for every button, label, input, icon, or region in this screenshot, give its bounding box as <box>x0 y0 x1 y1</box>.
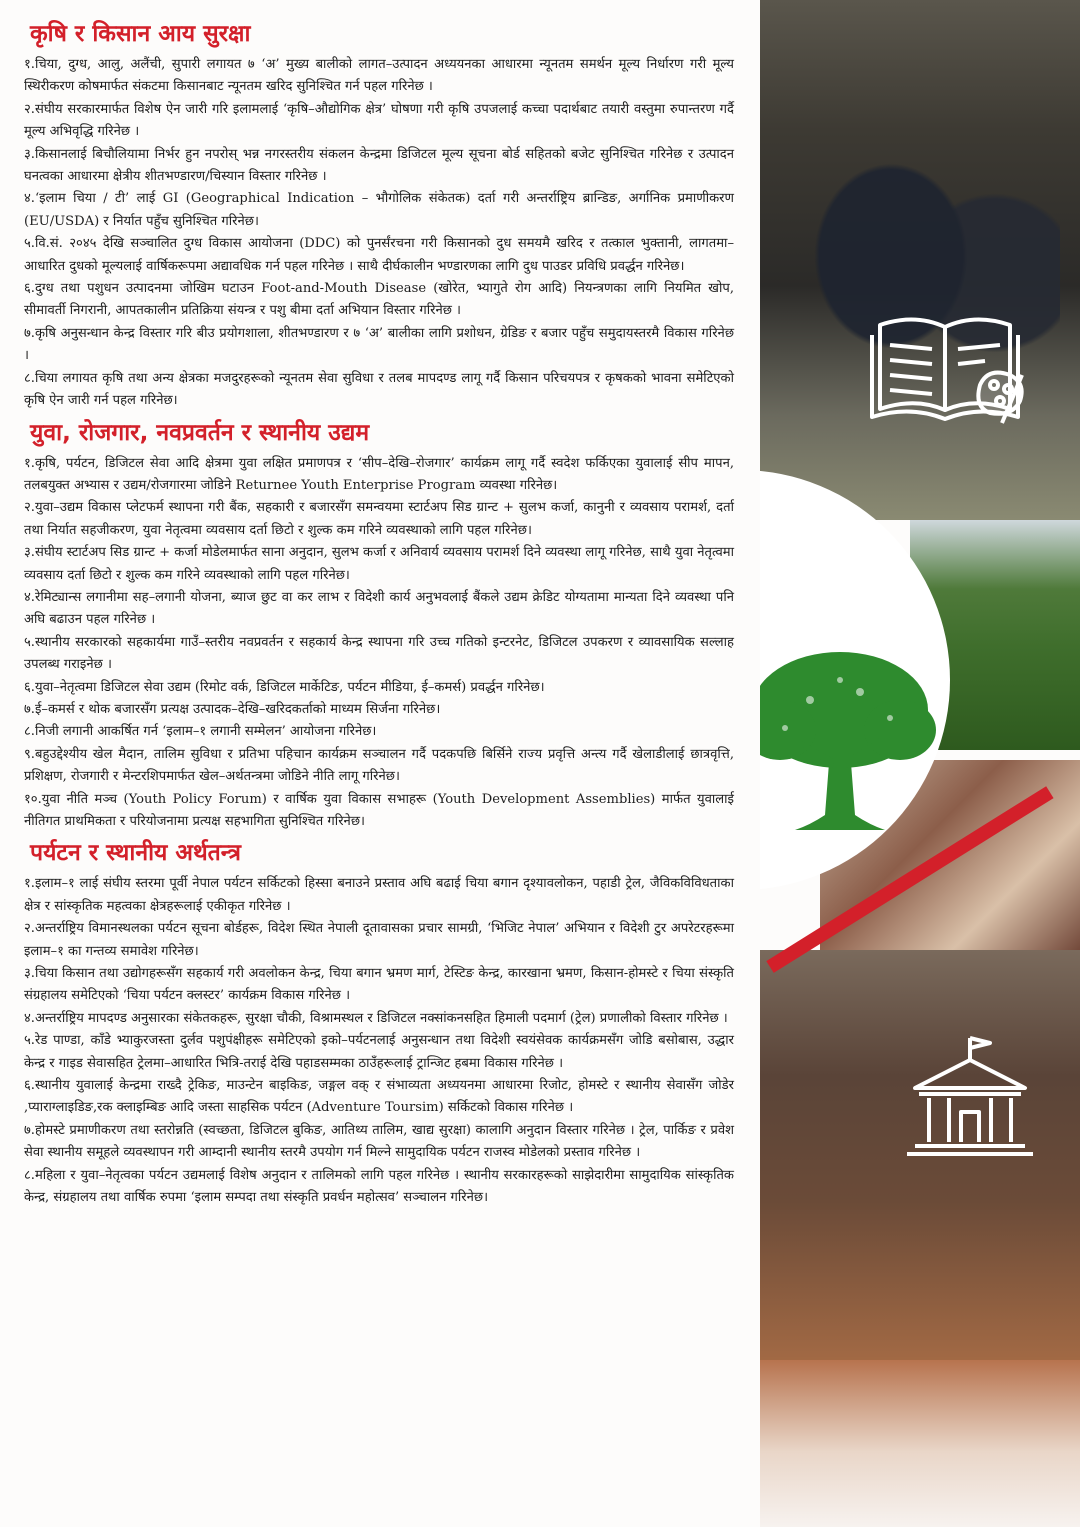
list-item: १.चिया, दुग्ध, आलु, अलैंची, सुपारी लगायत ७ ‘अ’ मुख्य बालीको लागत–उत्पादन अध्ययनका आधारमा न्यूनतम समर्थन मूल्य निर्धारण गरी मूल्य स्थिरीकरण कोषमार्फत संकटमा किसानबाट न्यूनतम खरिद सुनिश्चित गर्न पहल गरिनेछ । <box>24 57 734 95</box>
list-item: ६.युवा–नेतृत्वमा डिजिटल सेवा उद्यम (रिमोट वर्क, डिजिटल मार्केटिङ, पर्यटन मीडिया, ई–कमर्स) प्रवर्द्धन गरिनेछ। <box>24 679 545 695</box>
section-title: युवा, रोजगार, नवप्रवर्तन र स्थानीय उद्यम <box>30 419 370 446</box>
tree-icon <box>760 640 940 840</box>
list-item: ४.रेमिट्यान्स लगानीमा सह–लगानी योजना, ब्याज छुट वा कर लाभ र विदेशी कार्य अनुभवलाई बैंकले उद्यम क्रेडिट योग्यतामा मान्यता दिने व्यवस्था पनि अघि बढाउन पहल गरिनेछ । <box>24 589 734 628</box>
list-item: ५.स्थानीय सरकारको सहकार्यमा गाउँ–स्तरीय नवप्रवर्तन र सहकार्य केन्द्र स्थापना गरि उच्च गतिको इन्टरनेट, डिजिटल उपकरण र व्यावसायिक सल्लाह उपलब्ध गराइनेछ । <box>24 634 734 673</box>
list-item: ४.‘इलाम चिया / टी’ लाई GI (Geographical Indication – भौगोलिक संकेतक) दर्ता गरी अन्तर्राष्ट्रिय ब्रान्डिङ, अर्गानिक प्रमाणीकरण (EU/USDA) र निर्यात पहुँच सुनिश्चित गरिनेछ। <box>24 191 734 229</box>
list-item: २.संघीय सरकारमार्फत विशेष ऐन जारी गरि इलामलाई ‘कृषि–औद्योगिक क्षेत्र’ घोषणा गरी कृषि उपजलाई कच्चा पदार्थबाट तयारी वस्तुमा रुपान्तरण गर्दै मूल्य अभिवृद्धि गरिनेछ । <box>24 101 734 140</box>
list-item: ७.ई–कमर्स र थोक बजारसँग प्रत्यक्ष उत्पादक–देखि–खरिदकर्ताको माध्यम सिर्जना गरिनेछ। <box>24 701 441 717</box>
section-title: पर्यटन र स्थानीय अर्थतन्त्र <box>30 840 241 867</box>
list-item: ८.चिया लगायत कृषि तथा अन्य क्षेत्रका मजदुरहरूको न्यूनतम सेवा सुविधा र तलब मापदण्ड लागू गर्दै किसान परिचयपत्र र कृषकको भावना समेटिएको कृषि ऐन जारी गर्न पहल गरिनेछ। <box>24 370 734 409</box>
list-item: २.अन्तर्राष्ट्रिय विमानस्थलका पर्यटन सूचना बोर्डहरू, विदेश स्थित नेपाली दूतावासका प्रचार सामग्री, ‘भिजिट नेपाल’ अभियान र विदेशी टुर अपरेटरहरूमा इलाम–१ का गन्तव्य समावेश गरिनेछ। <box>24 921 734 959</box>
list-item: ५.वि.सं. २०४५ देखि सञ्चालित दुग्ध विकास आयोजना (DDC) को पुनर्संरचना गरी किसानको दुध समयमै खरिद र तत्काल भुक्तानी, लागतमा–आधारित दुधको मूल्यलाई वार्षिकरूपमा अद्यावधिक गर्न पहल गरिनेछ । साथै दीर्घकालीन भण्डारणका लागि दुध पाउडर प्रविधि प्रवर्द्धन गरिनेछ। <box>24 236 734 274</box>
list-item: ४.अन्तर्राष्ट्रिय मापदण्ड अनुसारका संकेतकहरू, सुरक्षा चौकी, विश्रामस्थल र डिजिटल नक्सांकनसहित हिमाली पदमार्ग (ट्रेल) प्रणालीको विस्तार गरिनेछ । <box>24 1010 728 1026</box>
list-item: १.इलाम–१ लाई संघीय स्तरमा पूर्वी नेपाल पर्यटन सर्किटको हिस्सा बनाउने प्रस्ताव अघि बढाई चिया बगान दृश्यावलोकन, पहाडी ट्रेल, जैविकविविधताका क्षेत्र र सांस्कृतिक महत्वका क्षेत्रहरूलाई एकीकृत गरिनेछ । <box>24 876 734 914</box>
list-item: ३.चिया किसान तथा उद्योगहरूसँग सहकार्य गरी अवलोकन केन्द्र, चिया बगान भ्रमण मार्ग, टेस्टिङ केन्द्र, कारखाना भ्रमण, किसान-होमस्टे र चिया संस्कृति संग्रहालय समेटिएको ‘चिया पर्यटन क्लस्टर’ कार्यक्रम विकास गरिनेछ । <box>24 966 734 1004</box>
section-tourism <box>24 837 734 1209</box>
list-item: ९.बहुउद्देश्यीय खेल मैदान, तालिम सुविधा र प्रतिभा पहिचान कार्यक्रम सञ्चालन गर्दै पदकपछि बिर्सिने राज्य प्रवृत्ति अन्त्य गर्दै खेलाडीलाई छात्रवृत्ति, प्रशिक्षण, रोजगारी र मेन्टरशिपमार्फत खेल–अर्थतन्त्रमा जोडिने नीति लागू गरिनेछ। <box>24 746 734 785</box>
manifesto-content <box>24 18 734 1214</box>
list-item: ३.संघीय स्टार्टअप सिड ग्रान्ट + कर्जा मोडेलमार्फत साना अनुदान, सुलभ कर्जा र अनिवार्य व्यवसाय परामर्श दिने व्यवस्था लागू गरिनेछ, साथै युवा नेतृत्वमा व्यवसाय दर्ता छिटो र शुल्क कम गरिने व्यवस्थाको लागि पहल गरिनेछ। <box>24 545 734 583</box>
list-item: ६.दुग्ध तथा पशुधन उत्पादनमा जोखिम घटाउन Foot-and-Mouth Disease (खोरेत, भ्यागुते रोग आदि) नियन्त्रणका लागि नियमित खोप, सीमावर्ती निगरानी, आपतकालीन प्रतिक्रिया संयन्त्र र पशु बीमा दर्ता अभियान विस्तार गरिनेछ । <box>24 281 734 319</box>
book-palette-icon <box>870 305 1030 435</box>
decorative-photo-column <box>760 0 1080 1527</box>
school-building-icon <box>905 1030 1035 1170</box>
section-title: कृषि र किसान आय सुरक्षा <box>30 21 251 47</box>
list-item: ५.रेड पाण्डा, काँडे भ्याकुरजस्ता दुर्लव पशुपंक्षीहरू समेटिएको इको–पर्यटनलाई अनुसन्धान तथा विदेशी स्वयंसेवक कार्यक्रमसँग जोडि बसोबास, उद्धार केन्द्र र गाइड सेवासहित ट्रेलमा–आधारित भित्रि-तराई देखि पहाडसम्मका ठाउँहरूलाई ट्रान्जिट हबमा विकास गरिनेछ । <box>24 1033 734 1071</box>
list-item: ७.कृषि अनुसन्धान केन्द्र विस्तार गरि बीउ प्रयोगशाला, शीतभण्डारण र ७ ‘अ’ बालीका लागि प्रशोधन, ग्रेडिङ र बजार पहुँच समुदायस्तरमै विकास गरिनेछ । <box>24 325 734 364</box>
section-agriculture <box>24 18 734 413</box>
list-item: ३.किसानलाई बिचौलियामा निर्भर हुन नपरोस् भन्न नगरस्तरीय संकलन केन्द्रमा डिजिटल मूल्य सूचना बोर्ड सहितको बजेट सुनिश्चित गरिनेछ र उत्पादन घनत्वका आधारमा क्षेत्रीय शीतभण्डारण/चिस्यान विस्तार गरिनेछ । <box>24 146 734 185</box>
bottom-fade <box>760 1360 1080 1527</box>
list-item: ७.होमस्टे प्रमाणीकरण तथा स्तरोन्नति (स्वच्छता, डिजिटल बुकिङ, आतिथ्य तालिम, खाद्य सुरक्षा) कालागि अनुदान विस्तार गरिनेछ । ट्रेल, पार्किङ र प्रवेश सेवा स्थानीय समूहले व्यवस्थापन गरी आम्दानी स्थानीय स्तरमै उपयोग गर्न मिल्ने सामुदायिक पर्यटन राजस्व मोडेलको प्रस्ताव गरिनेछ । <box>24 1122 734 1161</box>
section-youth <box>24 417 734 834</box>
list-item: २.युवा–उद्यम विकास प्लेटफर्म स्थापना गरी बैंक, सहकारी र बजारसँग समन्वयमा स्टार्टअप सिड ग्रान्ट + सुलभ कर्जा, कानुनी र व्यवसाय परामर्श, दर्ता तथा निर्यात सहजीकरण, युवा नेतृत्वमा व्यवसाय दर्ता छिटो र शुल्क कम गरिने व्यवस्थाको लागि पहल गरिनेछ। <box>24 500 734 538</box>
list-item: ६.स्थानीय युवालाई केन्द्रमा राख्दै ट्रेकिङ, माउन्टेन बाइकिङ, जङ्गल वक् र संभाव्यता अध्ययनमा आधारमा रिजोट, होमस्टे र स्थानीय सेवासँग जोडेर ,प्याराग्लाइडिङ,रक क्लाइम्बिङ आदि जस्ता साहसिक पर्यटन (Adventure Toursim) सर्किटको विकास गरिनेछ । <box>24 1078 734 1116</box>
list-item: १.कृषि, पर्यटन, डिजिटल सेवा आदि क्षेत्रमा युवा लक्षित प्रमाणपत्र र ‘सीप–देखि–रोजगार’ कार्यक्रम लागू गर्दै स्वदेश फर्किएका युवालाई सीप मापन, तलबयुक्त अभ्यास र उद्यम/रोजगारमा जोडिने Returnee Youth Enterprise Program व्यवस्था गरिनेछ। <box>24 455 734 493</box>
list-item: ८.निजी लगानी आकर्षित गर्न ‘इलाम–१ लगानी सम्मेलन’ आयोजना गरिनेछ। <box>24 724 377 740</box>
students-photo <box>760 0 1080 520</box>
list-item: ८.महिला र युवा–नेतृत्वका पर्यटन उद्यमलाई विशेष अनुदान र तालिमको लागि पहल गरिनेछ । स्थानीय सरकारहरूको साझेदारीमा सामुदायिक सांस्कृतिक केन्द्र, संग्रहालय तथा वार्षिक रुपमा ‘इलाम सम्पदा तथा संस्कृति प्रवर्धन महोत्सव’ सञ्चालन गरिनेछ। <box>24 1167 734 1206</box>
list-item: १०.युवा नीति मञ्च (Youth Policy Forum) र वार्षिक युवा विकास सभाहरू (Youth Development Assemblies) मार्फत युवालाई नीतिगत प्राथमिकता र परियोजनामा प्रत्यक्ष सहभागिता सुनिश्चित गरिनेछ। <box>24 791 734 829</box>
